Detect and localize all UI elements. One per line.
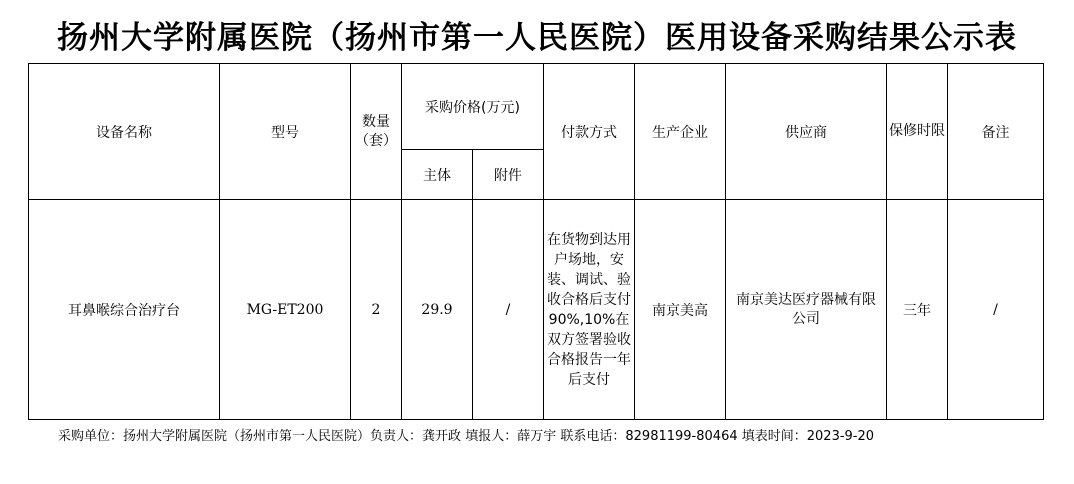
cell-warranty: 三年 xyxy=(887,200,948,420)
footer-unit-label: 采购单位： xyxy=(58,429,124,444)
footer-leader-label: 负责人： xyxy=(370,429,423,444)
cell-name: 耳鼻喉综合治疗台 xyxy=(29,200,220,420)
header-remark: 备注 xyxy=(948,64,1044,200)
footer-info xyxy=(58,428,1058,446)
footer-date-label: 填表时间： xyxy=(741,429,807,444)
header-name: 设备名称 xyxy=(29,64,220,200)
table-row xyxy=(29,200,1044,420)
header-manufacturer: 生产企业 xyxy=(635,64,726,200)
footer-leader: 龚开政 xyxy=(422,429,462,444)
cell-price-attach: / xyxy=(473,200,544,420)
header-price-main: 主体 xyxy=(402,150,473,200)
cell-manufacturer: 南京美高 xyxy=(635,200,726,420)
header-warranty: 保修时限 xyxy=(887,64,948,200)
header-qty: 数量（套） xyxy=(351,64,402,200)
header-row xyxy=(29,64,1044,150)
header-price: 采购价格(万元) xyxy=(402,64,544,150)
footer-phone: 82981199-80464 xyxy=(625,429,738,444)
cell-price-main: 29.9 xyxy=(402,200,473,420)
header-payment: 付款方式 xyxy=(544,64,635,200)
header-model: 型号 xyxy=(220,64,351,200)
cell-remark: / xyxy=(948,200,1044,420)
footer-phone-label: 联系电话： xyxy=(560,429,626,444)
footer-filler: 薛万宇 xyxy=(517,429,557,444)
cell-model: MG-ET200 xyxy=(220,200,351,420)
footer-filler-label: 填报人： xyxy=(465,429,518,444)
cell-supplier: 南京美达医疗器械有限公司 xyxy=(726,200,887,420)
header-supplier: 供应商 xyxy=(726,64,887,200)
cell-qty: 2 xyxy=(351,200,402,420)
footer-unit: 扬州大学附属医院（扬州市第一人民医院） xyxy=(123,429,371,444)
procurement-table xyxy=(28,63,1044,420)
cell-payment: 在货物到达用户场地，安装、调试、验收合格后支付90%,10%在双方签署验收合格报告一年后支付 xyxy=(544,200,635,420)
page-title: 扬州大学附属医院（扬州市第一人民医院）医用设备采购结果公示表 xyxy=(57,20,1017,56)
footer-date: 2023-9-20 xyxy=(806,429,875,444)
header-price-attach: 附件 xyxy=(473,150,544,200)
